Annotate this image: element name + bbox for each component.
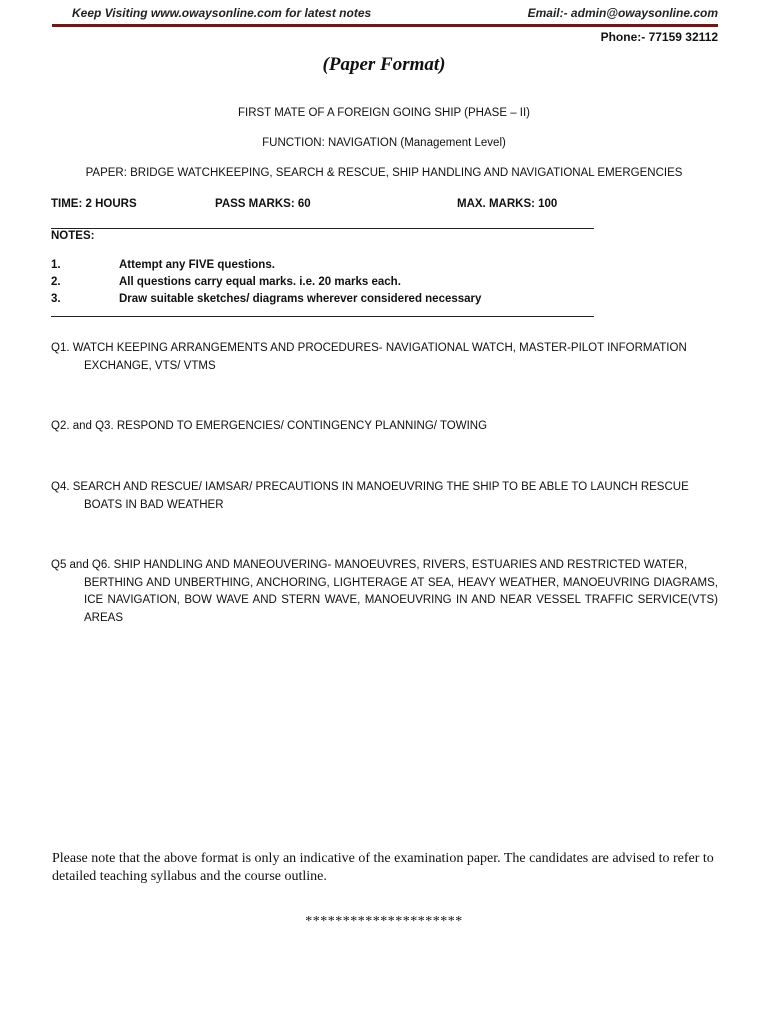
max-marks-label: MAX. MARKS: 100 xyxy=(457,198,558,210)
note-number: 1. xyxy=(51,259,61,271)
question-first-line: Q1. WATCH KEEPING ARRANGEMENTS AND PROCEDURES- NAVIGATIONAL WATCH, MASTER-PILOT INFORMATION xyxy=(51,342,687,354)
question-1 xyxy=(51,340,718,375)
end-stars: ********************* xyxy=(305,914,463,929)
divider-bottom xyxy=(51,316,594,317)
note-text: All questions carry equal marks. i.e. 20 marks each. xyxy=(119,276,401,288)
header-website-text: Keep Visiting www.owaysonline.com for latest notes xyxy=(72,6,372,20)
question-first-line: Q5 and Q6. SHIP HANDLING AND MANEOUVERING- MANOEUVRES, RIVERS, ESTUARIES AND RESTRICTED WATER, xyxy=(51,559,688,571)
note-text: Attempt any FIVE questions. xyxy=(119,259,275,271)
question-first-line: Q4. SEARCH AND RESCUE/ IAMSAR/ PRECAUTIONS IN MANOEUVRING THE SHIP TO BE ABLE TO LAUNCH RESCUE xyxy=(51,481,689,493)
question-continuation: BOATS IN BAD WEATHER xyxy=(84,498,224,511)
header-phone-text: Phone:- 77159 32112 xyxy=(600,30,718,44)
header-rule xyxy=(52,24,718,27)
question-4 xyxy=(51,479,718,514)
question-5-6 xyxy=(51,557,718,627)
header-email-text: Email:- admin@owaysonline.com xyxy=(527,6,718,20)
exam-title: FIRST MATE OF A FOREIGN GOING SHIP (PHASE – II) xyxy=(237,107,531,119)
pass-marks-label: PASS MARKS: 60 xyxy=(215,198,311,210)
note-number: 3. xyxy=(51,293,61,305)
note-text: Draw suitable sketches/ diagrams wherever considered necessary xyxy=(119,293,482,305)
footer-note: Please note that the above format is only an indicative of the examination paper. The candidates are advised to refer to detailed teaching syllabus and the course outline. xyxy=(52,851,714,884)
page-title: (Paper Format) xyxy=(322,54,446,75)
note-number: 2. xyxy=(51,276,61,288)
function-line: FUNCTION: NAVIGATION (Management Level) xyxy=(262,137,506,149)
question-continuation: BERTHING AND UNBERTHING, ANCHORING, LIGHTERAGE AT SEA, HEAVY WEATHER, MANOEUVRING DIAGRAMS, ICE NAVIGATION, BOW WAVE AND STERN WAVE, MANOEUVRING IN AND NEAR VESSEL TRAFFIC SERVICE(VTS) AREAS xyxy=(84,576,718,624)
question-2-3 xyxy=(51,418,718,436)
question-first-line: Q2. and Q3. RESPOND TO EMERGENCIES/ CONTINGENCY PLANNING/ TOWING xyxy=(51,420,488,432)
notes-heading: NOTES: xyxy=(51,230,95,242)
time-label: TIME: 2 HOURS xyxy=(51,198,137,210)
divider-top xyxy=(51,228,594,229)
paper-line: PAPER: BRIDGE WATCHKEEPING, SEARCH & RESCUE, SHIP HANDLING AND NAVIGATIONAL EMERGENCIES xyxy=(85,167,683,179)
question-continuation: EXCHANGE, VTS/ VTMS xyxy=(84,359,216,372)
